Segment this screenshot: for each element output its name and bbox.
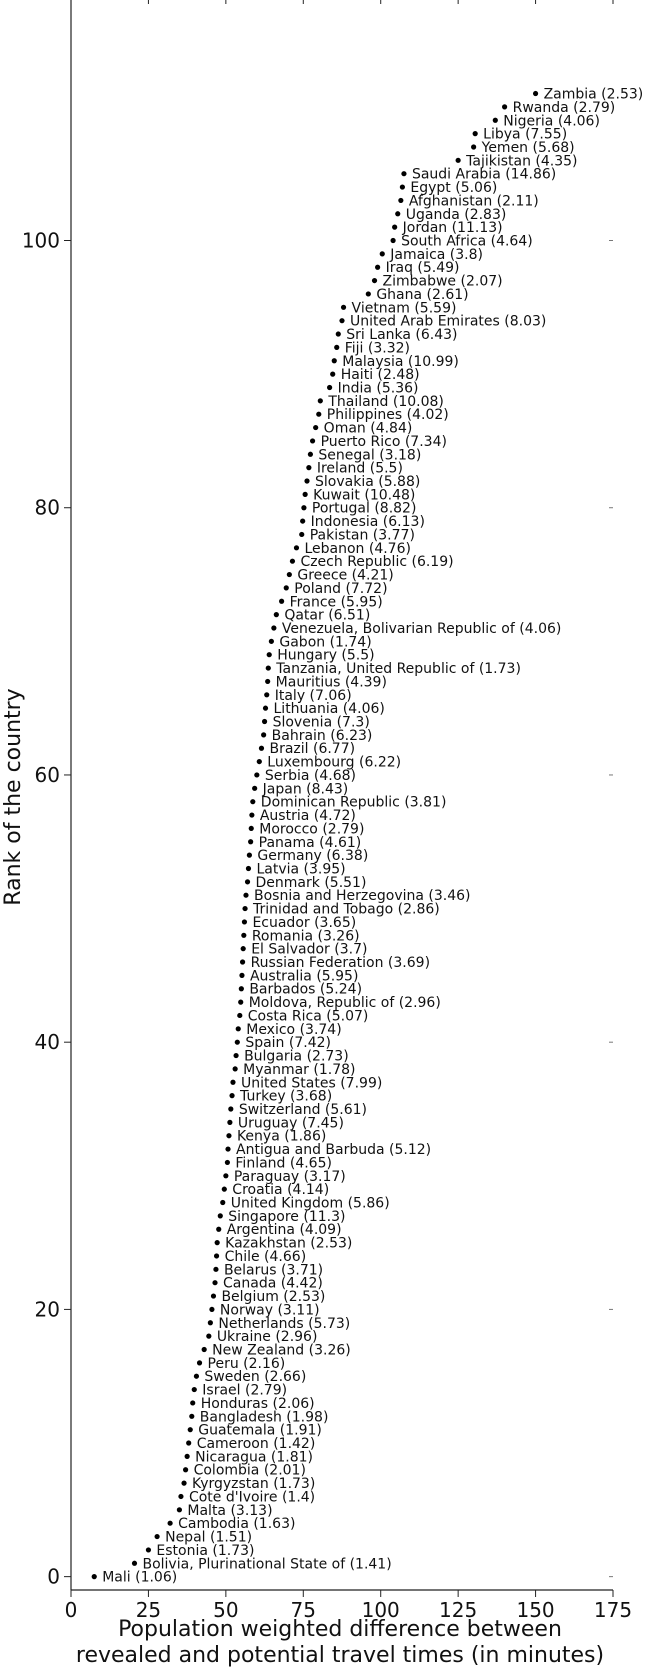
point-label: Zimbabwe (2.07) xyxy=(382,273,503,290)
point-label: Costa Rica (5.07) xyxy=(247,1008,369,1025)
data-point xyxy=(252,786,257,791)
point-label: Philippines (4.02) xyxy=(326,407,449,424)
point-label: Germany (6.38) xyxy=(257,848,369,865)
data-point xyxy=(294,545,299,550)
data-point xyxy=(213,1267,218,1272)
data-point xyxy=(192,1387,197,1392)
point-label: Mali (1.06) xyxy=(102,1569,178,1586)
data-point xyxy=(533,91,538,96)
data-point xyxy=(391,238,396,243)
data-point xyxy=(220,1200,225,1205)
point-label: Israel (2.79) xyxy=(202,1382,288,1399)
data-point xyxy=(259,746,264,751)
data-point xyxy=(229,1093,234,1098)
data-point xyxy=(269,639,274,644)
data-point xyxy=(132,1561,137,1566)
point-label: Brazil (6.77) xyxy=(269,741,356,758)
data-point xyxy=(262,719,267,724)
data-point xyxy=(249,826,254,831)
point-label: Kyrgyzstan (1.73) xyxy=(192,1476,316,1493)
point-label: Italy (7.06) xyxy=(274,687,352,704)
data-point xyxy=(267,652,272,657)
point-label: Honduras (2.06) xyxy=(200,1395,315,1412)
point-label: Uruguay (7.45) xyxy=(237,1115,344,1132)
x-tick-label: 175 xyxy=(593,1598,633,1622)
x-tick-label: 75 xyxy=(290,1598,317,1622)
data-point xyxy=(263,706,268,711)
data-point xyxy=(194,1374,199,1379)
data-point xyxy=(189,1414,194,1419)
point-label: Haiti (2.48) xyxy=(340,367,420,384)
data-point xyxy=(211,1293,216,1298)
point-label: Vietnam (5.59) xyxy=(351,300,457,317)
point-label: Malta (3.13) xyxy=(187,1502,273,1519)
point-label: Zambia (2.53) xyxy=(543,86,644,103)
point-label: Sri Lanka (6.43) xyxy=(346,327,458,344)
data-point xyxy=(208,1320,213,1325)
data-point xyxy=(502,104,507,109)
data-point xyxy=(318,398,323,403)
point-label: United Arab Emirates (8.03) xyxy=(350,313,547,330)
data-point xyxy=(168,1521,173,1526)
point-label: Slovakia (5.88) xyxy=(315,474,421,491)
point-label: Guatemala (1.91) xyxy=(198,1422,322,1439)
point-label: Belgium (2.53) xyxy=(221,1289,326,1306)
point-label: Greece (4.21) xyxy=(297,567,394,584)
data-point xyxy=(313,425,318,430)
point-label: Estonia (1.73) xyxy=(156,1542,255,1559)
data-point xyxy=(202,1347,207,1352)
point-label: Egypt (5.06) xyxy=(410,180,498,197)
point-label: Malaysia (10.99) xyxy=(342,353,459,370)
point-label: Thailand (10.08) xyxy=(328,393,444,410)
x-axis-label-line-1: Population weighted difference between xyxy=(118,1617,562,1642)
point-label: Paraguay (3.17) xyxy=(233,1168,346,1185)
data-point xyxy=(395,211,400,216)
data-point xyxy=(206,1334,211,1339)
data-point xyxy=(261,732,266,737)
y-tick-label: 20 xyxy=(34,1297,60,1322)
point-label: Luxembourg (6.22) xyxy=(267,754,402,771)
y-tick-label: 80 xyxy=(34,495,60,520)
point-label: Afghanistan (2.11) xyxy=(408,193,539,210)
point-label: Jordan (11.13) xyxy=(402,220,503,237)
x-tick-label: 0 xyxy=(64,1598,78,1622)
point-label: Austria (4.72) xyxy=(259,808,356,825)
data-point xyxy=(222,1187,227,1192)
data-point xyxy=(228,1106,233,1111)
data-point xyxy=(247,853,252,858)
data-point xyxy=(264,692,269,697)
point-label: Lebanon (4.76) xyxy=(304,540,411,557)
data-point xyxy=(316,412,321,417)
data-point xyxy=(266,665,271,670)
point-label: Indonesia (6.13) xyxy=(310,514,425,531)
x-tick-label: 125 xyxy=(439,1598,478,1622)
point-label: Spain (7.42) xyxy=(245,1035,331,1052)
data-point xyxy=(225,1160,230,1165)
data-point xyxy=(215,1240,220,1245)
point-label: Cambodia (1.63) xyxy=(178,1516,296,1533)
data-point xyxy=(341,305,346,310)
point-label: France (5.95) xyxy=(289,594,383,611)
point-label: New Zealand (3.26) xyxy=(212,1342,351,1359)
data-point xyxy=(332,358,337,363)
point-label: Bangladesh (1.98) xyxy=(199,1409,329,1426)
data-point xyxy=(257,759,262,764)
data-point xyxy=(226,1133,231,1138)
data-point xyxy=(236,1026,241,1031)
y-axis-label: Rank of the country xyxy=(1,688,26,906)
data-point xyxy=(274,612,279,617)
point-label: Mauritius (4.39) xyxy=(275,674,387,691)
point-label: Dominican Republic (3.81) xyxy=(260,794,447,811)
data-point xyxy=(372,278,377,283)
point-label: Argentina (4.09) xyxy=(226,1222,342,1239)
point-label: Qatar (6.51) xyxy=(284,607,371,624)
data-point xyxy=(155,1534,160,1539)
data-point xyxy=(185,1454,190,1459)
data-point xyxy=(303,492,308,497)
point-label: Puerto Rico (7.34) xyxy=(320,433,447,450)
data-point xyxy=(339,318,344,323)
data-point xyxy=(209,1307,214,1312)
data-point xyxy=(250,799,255,804)
point-label: Nepal (1.51) xyxy=(165,1529,253,1546)
data-point xyxy=(456,158,461,163)
data-point xyxy=(334,345,339,350)
data-point xyxy=(493,118,498,123)
data-point xyxy=(227,1120,232,1125)
point-label: Turkey (3.68) xyxy=(240,1088,333,1105)
point-label: Sweden (2.66) xyxy=(204,1369,307,1386)
point-label: Peru (2.16) xyxy=(207,1355,286,1372)
data-point xyxy=(279,599,284,604)
point-label: Libya (7.55) xyxy=(483,126,568,143)
point-label: Finland (4.65) xyxy=(235,1155,332,1172)
point-label: Tajikistan (4.35) xyxy=(466,153,578,170)
data-point xyxy=(254,772,259,777)
data-point xyxy=(242,919,247,924)
data-point xyxy=(327,385,332,390)
data-point xyxy=(473,131,478,136)
point-label: Morocco (2.79) xyxy=(259,821,365,838)
data-point xyxy=(237,1013,242,1018)
data-point xyxy=(310,438,315,443)
point-label: Cote d'Ivoire (1.4) xyxy=(188,1489,316,1506)
point-label: Nicaragua (1.81) xyxy=(195,1449,314,1466)
point-label: Rwanda (2.79) xyxy=(512,99,616,116)
point-label: Barbados (5.24) xyxy=(249,981,363,998)
data-point xyxy=(304,478,309,483)
point-label: Portugal (8.82) xyxy=(311,500,417,517)
point-label: Myanmar (1.78) xyxy=(243,1061,356,1078)
point-label: Australia (5.95) xyxy=(249,968,359,985)
point-label: Switzerland (5.61) xyxy=(238,1101,368,1118)
data-point xyxy=(284,585,289,590)
x-tick-label: 100 xyxy=(361,1598,400,1622)
data-point xyxy=(245,879,250,884)
point-label: Venezuela, Bolivarian Republic of (4.06) xyxy=(281,620,562,637)
point-label: Ukraine (2.96) xyxy=(216,1329,318,1346)
point-label: Bosnia and Herzegovina (3.46) xyxy=(253,888,471,905)
data-point xyxy=(366,291,371,296)
data-point xyxy=(178,1494,183,1499)
data-point xyxy=(212,1280,217,1285)
data-point xyxy=(471,144,476,149)
data-point xyxy=(223,1173,228,1178)
point-label: Lithuania (4.06) xyxy=(273,701,385,718)
point-label: Belarus (3.71) xyxy=(223,1262,324,1279)
point-label: Antigua and Barbuda (5.12) xyxy=(236,1142,432,1159)
point-label: Kazakhstan (2.53) xyxy=(225,1235,353,1252)
data-point xyxy=(265,679,270,684)
point-label: Kuwait (10.48) xyxy=(313,487,416,504)
point-label: United Kingdom (5.86) xyxy=(230,1195,390,1212)
point-label: Tanzania, United Republic of (1.73) xyxy=(276,661,521,678)
point-label: Denmark (5.51) xyxy=(255,874,367,891)
data-point xyxy=(146,1547,151,1552)
data-point xyxy=(400,184,405,189)
point-label: Chile (4.66) xyxy=(224,1248,307,1265)
point-label: Nigeria (4.06) xyxy=(503,113,600,130)
point-label: Netherlands (5.73) xyxy=(218,1315,351,1332)
point-label: South Africa (4.64) xyxy=(401,233,533,250)
point-label: Iraq (5.49) xyxy=(385,260,460,277)
data-point xyxy=(225,1146,230,1151)
point-label: Ireland (5.5) xyxy=(316,460,403,477)
point-label: Saudi Arabia (14.86) xyxy=(411,166,557,183)
point-label: Romania (3.26) xyxy=(251,928,360,945)
point-label: Kenya (1.86) xyxy=(236,1128,327,1145)
point-label: Norway (3.11) xyxy=(219,1302,320,1319)
data-point xyxy=(336,331,341,336)
data-point xyxy=(177,1507,182,1512)
point-label: Oman (4.84) xyxy=(323,420,413,437)
data-point xyxy=(249,812,254,817)
x-tick-label: 50 xyxy=(213,1598,239,1622)
x-axis-label-line-2: revealed and potential travel times (in minutes) xyxy=(75,1643,605,1667)
point-label: Panama (4.61) xyxy=(258,834,362,851)
data-point xyxy=(230,1080,235,1085)
data-point xyxy=(300,518,305,523)
point-label: Hungary (5.5) xyxy=(277,647,375,664)
data-point xyxy=(233,1053,238,1058)
data-point xyxy=(299,532,304,537)
point-label: Bulgaria (2.73) xyxy=(244,1048,349,1065)
data-point xyxy=(380,251,385,256)
data-point xyxy=(243,893,248,898)
data-point xyxy=(375,265,380,270)
data-point xyxy=(235,1040,240,1045)
data-point xyxy=(238,1000,243,1005)
data-point xyxy=(181,1481,186,1486)
point-label: Mexico (3.74) xyxy=(246,1021,342,1038)
data-point xyxy=(308,452,313,457)
data-point xyxy=(398,198,403,203)
point-label: Singapore (11.3) xyxy=(228,1208,346,1225)
data-point xyxy=(240,959,245,964)
data-point xyxy=(216,1227,221,1232)
data-point xyxy=(233,1066,238,1071)
data-point xyxy=(271,625,276,630)
x-tick-label: 150 xyxy=(516,1598,555,1622)
data-point xyxy=(248,839,253,844)
point-label: El Salvador (3.7) xyxy=(251,941,368,958)
point-label: Croatia (4.14) xyxy=(232,1182,330,1199)
data-point xyxy=(239,986,244,991)
data-point xyxy=(186,1440,191,1445)
point-label: Bolivia, Plurinational State of (1.41) xyxy=(142,1556,392,1573)
point-label: Trinidad and Tobago (2.86) xyxy=(253,901,440,918)
data-point xyxy=(197,1360,202,1365)
data-point xyxy=(246,866,251,871)
point-label: Latvia (3.95) xyxy=(256,861,346,878)
point-label: Slovenia (7.3) xyxy=(272,714,370,731)
data-point xyxy=(218,1213,223,1218)
data-point xyxy=(242,906,247,911)
point-label: United States (7.99) xyxy=(240,1075,383,1092)
y-tick-label: 40 xyxy=(34,1030,60,1055)
point-label: Senegal (3.18) xyxy=(318,447,422,464)
x-tick-label: 25 xyxy=(135,1598,162,1622)
point-label: Uganda (2.83) xyxy=(405,206,507,223)
data-point xyxy=(183,1467,188,1472)
data-point xyxy=(301,505,306,510)
point-label: Czech Republic (6.19) xyxy=(300,554,454,571)
data-point xyxy=(290,559,295,564)
y-tick-label: 60 xyxy=(34,762,60,787)
data-point xyxy=(190,1400,195,1405)
point-label: Moldova, Republic of (2.96) xyxy=(248,995,441,1012)
data-point xyxy=(287,572,292,577)
point-label: Pakistan (3.77) xyxy=(309,527,415,544)
point-label: India (5.36) xyxy=(337,380,419,397)
point-label: Colombia (2.01) xyxy=(193,1462,306,1479)
data-point xyxy=(214,1253,219,1258)
point-label: Gabon (1.74) xyxy=(279,634,372,651)
y-tick-label: 0 xyxy=(47,1564,60,1589)
data-point xyxy=(330,372,335,377)
point-label: Bahrain (6.23) xyxy=(271,727,373,744)
data-point xyxy=(239,973,244,978)
point-label: Yemen (5.68) xyxy=(481,139,575,156)
point-label: Ghana (2.61) xyxy=(376,286,469,303)
point-label: Canada (4.42) xyxy=(223,1275,323,1292)
data-point xyxy=(306,465,311,470)
point-label: Jamaica (3.8) xyxy=(390,246,483,263)
data-point xyxy=(188,1427,193,1432)
point-label: Cameroon (1.42) xyxy=(196,1436,316,1453)
y-tick-label: 100 xyxy=(21,228,60,253)
data-point xyxy=(92,1574,97,1579)
data-point xyxy=(392,225,397,230)
data-point xyxy=(241,933,246,938)
point-label: Serbia (4.68) xyxy=(264,767,357,784)
point-labels xyxy=(102,87,643,1586)
point-label: Japan (8.43) xyxy=(262,781,349,798)
point-label: Ecuador (3.65) xyxy=(252,914,357,931)
data-point xyxy=(241,946,246,951)
point-label: Russian Federation (3.69) xyxy=(250,955,431,972)
point-label: Poland (7.72) xyxy=(294,580,388,597)
point-label: Fiji (3.32) xyxy=(344,340,410,357)
data-point xyxy=(401,171,406,176)
